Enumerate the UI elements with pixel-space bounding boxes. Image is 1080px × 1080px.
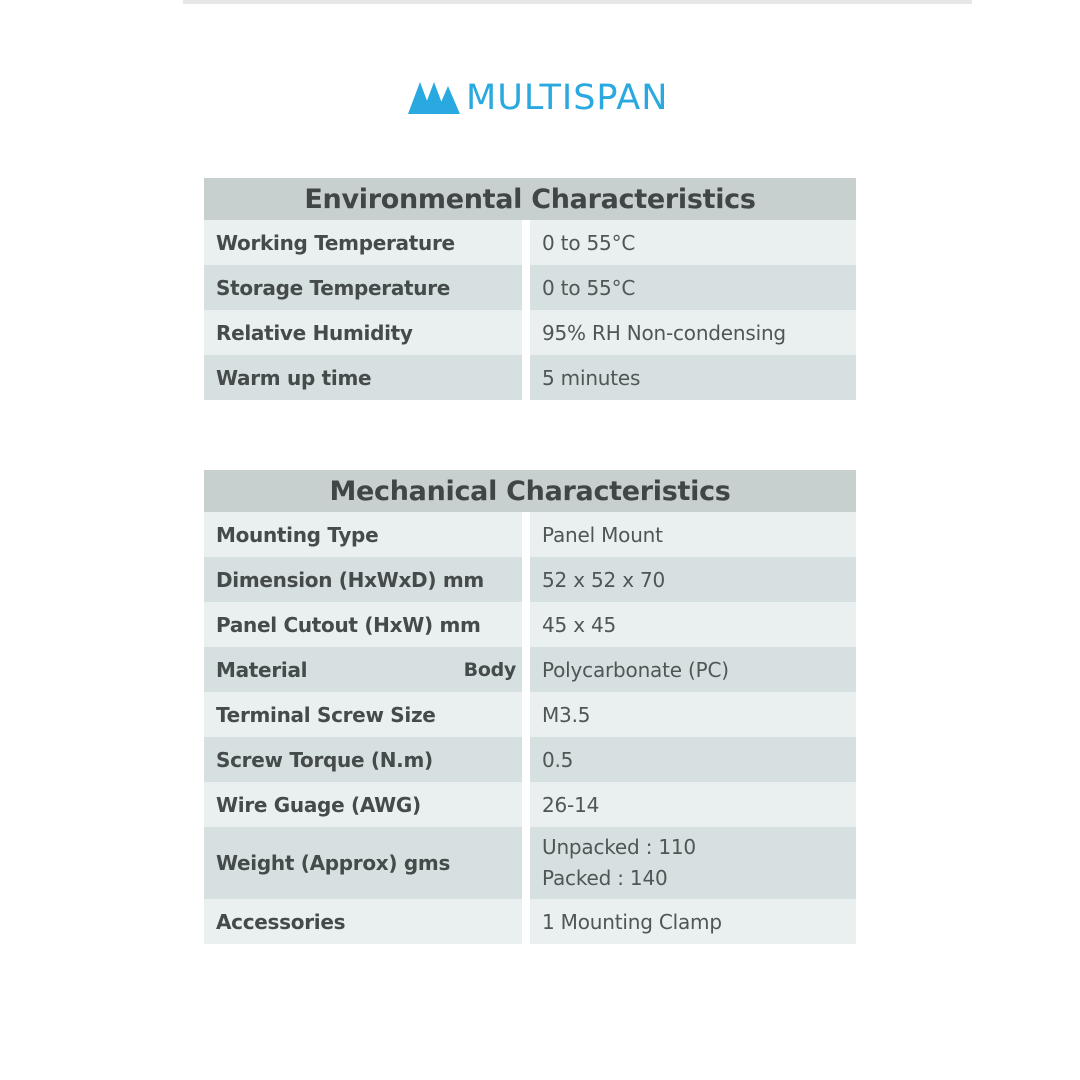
spec-label: Accessories [204,899,530,944]
spec-value: 5 minutes [530,355,856,400]
table-row [204,827,856,899]
table-row [204,557,856,602]
multispan-logo [408,78,668,118]
spec-value: 1 Mounting Clamp [530,899,856,944]
spec-value: Polycarbonate (PC) [530,647,856,692]
table-row [204,310,856,355]
spec-label: Warm up time [204,355,530,400]
spec-label: Panel Cutout (HxW) mm [204,602,530,647]
multispan-logo-icon [408,82,460,114]
spec-value: 26-14 [530,782,856,827]
table-row [204,265,856,310]
environmental-characteristics-table [204,178,856,400]
spec-value: 0.5 [530,737,856,782]
environmental-table-title: Environmental Characteristics [204,178,856,220]
top-divider [183,0,972,4]
spec-value-line: Packed : 140 [542,866,668,890]
mechanical-table-title: Mechanical Characteristics [204,470,856,512]
spec-value: 95% RH Non-condensing [530,310,856,355]
table-row [204,647,856,692]
spec-value-line: Unpacked : 110 [542,835,696,859]
spec-label-cell [204,647,530,692]
mechanical-characteristics-table [204,470,856,944]
spec-label: Relative Humidity [204,310,530,355]
table-row [204,782,856,827]
spec-value: 0 to 55°C [530,265,856,310]
spec-value: 0 to 55°C [530,220,856,265]
table-row [204,355,856,400]
spec-label: Screw Torque (N.m) [204,737,530,782]
spec-value: Panel Mount [530,512,856,557]
logo-text: MULTISPAN [466,78,669,118]
spec-label: Working Temperature [204,220,530,265]
spec-label: Mounting Type [204,512,530,557]
spec-value-cell [530,827,856,899]
table-row [204,692,856,737]
spec-value: M3.5 [530,692,856,737]
spec-label: Material [216,657,308,682]
table-row [204,220,856,265]
spec-label: Weight (Approx) gms [204,827,530,899]
spec-label: Terminal Screw Size [204,692,530,737]
table-row [204,899,856,944]
spec-value: 45 x 45 [530,602,856,647]
spec-label: Dimension (HxWxD) mm [204,557,530,602]
spec-label: Storage Temperature [204,265,530,310]
table-row [204,737,856,782]
spec-sublabel: Body [463,658,516,681]
table-row [204,602,856,647]
spec-label: Wire Guage (AWG) [204,782,530,827]
table-row [204,512,856,557]
spec-value: 52 x 52 x 70 [530,557,856,602]
